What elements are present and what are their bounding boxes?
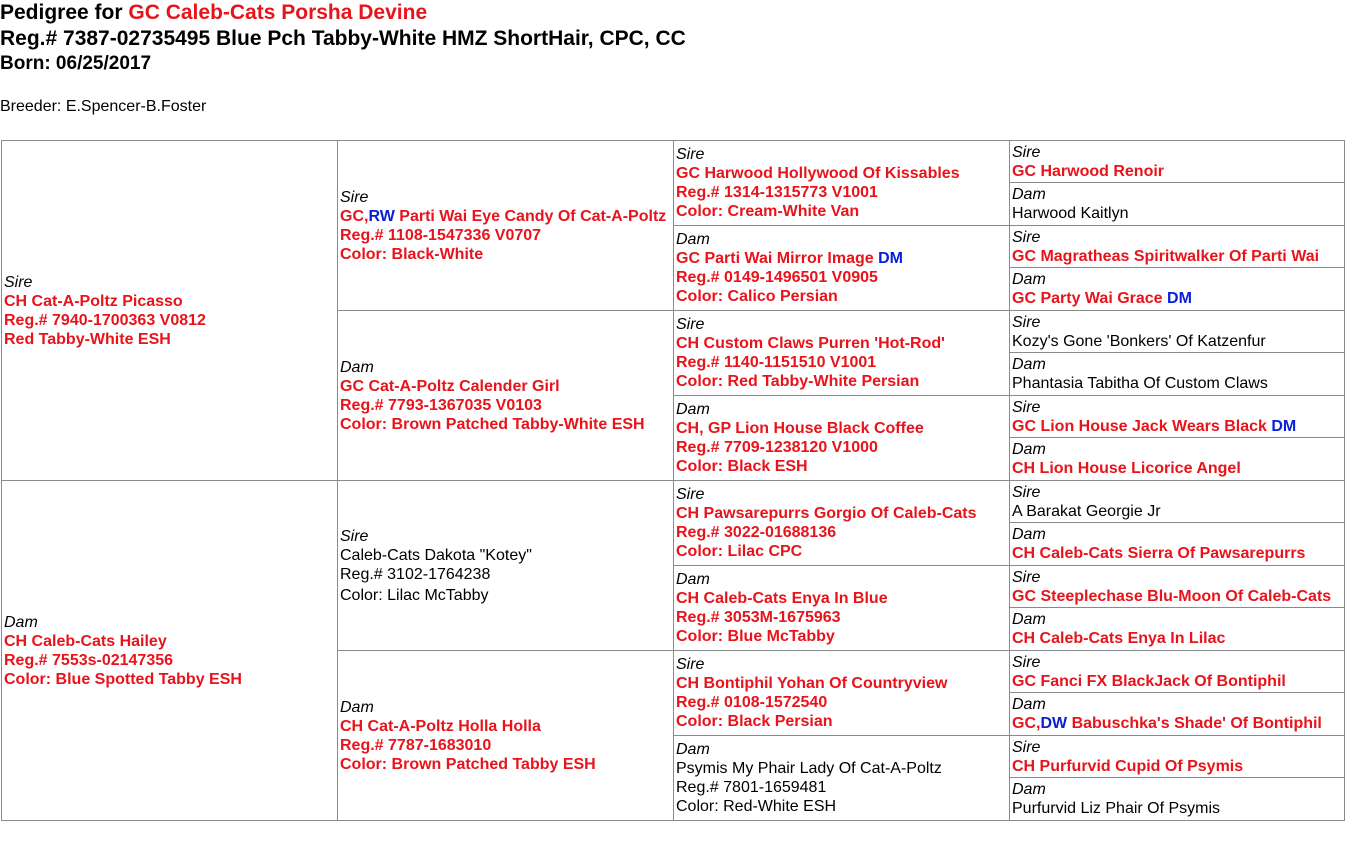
role-label: Sire bbox=[1012, 398, 1041, 416]
pedigree-cell-g4 bbox=[1009, 735, 1345, 778]
pedigree-cell-g4 bbox=[1009, 650, 1345, 693]
role-label: Sire bbox=[1012, 653, 1041, 671]
cat-name: GC Cat-A-Poltz Calender Girl bbox=[340, 377, 560, 395]
role-label: Dam bbox=[1012, 526, 1046, 543]
role-label: Dam bbox=[340, 698, 374, 716]
cat-name: CH Lion House Licorice Angel bbox=[1012, 460, 1241, 477]
title-prefix: Pedigree for bbox=[0, 1, 129, 24]
role-label: Dam bbox=[676, 231, 710, 248]
reg-number: Reg.# 3053M-1675963 bbox=[676, 609, 841, 626]
cat-name: GC Steeplechase Blu-Moon Of Caleb-Cats bbox=[1012, 587, 1332, 605]
pedigree-cell-dam bbox=[1, 480, 338, 821]
reg-number: Reg.# 0108-1572540 bbox=[676, 694, 828, 711]
pedigree-cell-g4 bbox=[1009, 607, 1345, 651]
cat-name: CH Bontiphil Yohan Of Countryview bbox=[676, 675, 948, 692]
pedigree-cell-dam-dam bbox=[337, 650, 674, 821]
role-label: Dam bbox=[1012, 781, 1046, 798]
pedigree-cell-g4 bbox=[1009, 267, 1345, 311]
reg-number: Reg.# 1140-1151510 V1001 bbox=[676, 354, 877, 371]
reg-number: Reg.# 7553s-02147356 bbox=[4, 651, 174, 669]
pedigree-cell-dam-sire bbox=[337, 480, 674, 651]
cat-name: CH Caleb-Cats Enya In Blue bbox=[676, 590, 888, 607]
cat-name: CH Pawsarepurrs Gorgio Of Caleb-Cats bbox=[676, 505, 977, 522]
reg-number: Reg.# 1108-1547336 V0707 bbox=[340, 226, 542, 244]
role-label: Dam bbox=[1012, 271, 1046, 288]
cat-name: Harwood Kaitlyn bbox=[1012, 205, 1129, 222]
born-line: Born: 06/25/2017 bbox=[0, 53, 152, 74]
role-label: Dam bbox=[1012, 186, 1046, 203]
pedigree-cell-g4 bbox=[1009, 480, 1345, 523]
title-prefix: GC, bbox=[340, 207, 369, 225]
cat-name: CH Cat-A-Poltz Holla Holla bbox=[340, 717, 541, 735]
cat-color: Color: Brown Patched Tabby ESH bbox=[340, 755, 596, 773]
cat-color: Color: Blue McTabby bbox=[676, 628, 835, 645]
pedigree-cell-g4 bbox=[1009, 522, 1345, 566]
cat-name: Phantasia Tabitha Of Custom Claws bbox=[1012, 375, 1268, 392]
role-label: Dam bbox=[1012, 356, 1046, 373]
role-label: Sire bbox=[340, 188, 369, 206]
role-label: Sire bbox=[1012, 313, 1041, 331]
cat-name: Caleb-Cats Dakota "Kotey" bbox=[340, 546, 532, 564]
cat-color: Color: Black-White bbox=[340, 245, 484, 263]
pedigree-cell-g3 bbox=[673, 310, 1010, 396]
role-label: Sire bbox=[4, 273, 33, 291]
breeder-line: Breeder: E.Spencer-B.Foster bbox=[0, 98, 207, 115]
reg-number: Reg.# 1314-1315773 V1001 bbox=[676, 184, 878, 201]
pedigree-cell-g3 bbox=[673, 140, 1010, 226]
pedigree-cell-g3 bbox=[673, 565, 1010, 651]
cat-name bbox=[340, 207, 673, 226]
cat-name bbox=[1012, 289, 1344, 308]
award-badge: DM bbox=[1167, 290, 1192, 307]
role-label: Dam bbox=[4, 613, 38, 631]
pedigree-cell-sire bbox=[1, 140, 338, 481]
pedigree-cell-g4 bbox=[1009, 395, 1345, 438]
cat-color: Color: Cream-White Van bbox=[676, 203, 860, 220]
pedigree-cell-g4 bbox=[1009, 565, 1345, 608]
pedigree-cell-g4 bbox=[1009, 437, 1345, 481]
cat-name: GC Fanci FX BlackJack Of Bontiphil bbox=[1012, 672, 1286, 690]
cat-color: Color: Black Persian bbox=[676, 713, 833, 730]
cat-name-text: GC Party Wai Grace bbox=[1012, 290, 1168, 307]
award-badge: DW bbox=[1040, 715, 1068, 732]
cat-name: Purfurvid Liz Phair Of Psymis bbox=[1012, 800, 1221, 817]
cat-color: Color: Black ESH bbox=[676, 458, 808, 475]
role-label: Dam bbox=[1012, 611, 1046, 628]
pedigree-cell-g4 bbox=[1009, 692, 1345, 736]
cat-name bbox=[1012, 417, 1344, 436]
cat-name bbox=[676, 249, 1009, 268]
cat-name bbox=[1012, 714, 1344, 733]
pedigree-cell-g3 bbox=[673, 650, 1010, 736]
cat-name-text: GC Lion House Jack Wears Black bbox=[1012, 417, 1272, 435]
cat-color: Red Tabby-White ESH bbox=[4, 330, 171, 348]
role-label: Sire bbox=[1012, 228, 1041, 246]
cat-name: CH Caleb-Cats Sierra Of Pawsarepurrs bbox=[1012, 545, 1306, 562]
role-label: Sire bbox=[1012, 738, 1041, 756]
cat-name: CH Purfurvid Cupid Of Psymis bbox=[1012, 757, 1244, 775]
cat-name-text: GC Parti Wai Mirror Image bbox=[676, 250, 879, 267]
reg-number: Reg.# 7793-1367035 V0103 bbox=[340, 396, 542, 414]
role-label: Sire bbox=[1012, 568, 1041, 586]
cat-name: Psymis My Phair Lady Of Cat-A-Poltz bbox=[676, 760, 942, 777]
cat-color: Color: Blue Spotted Tabby ESH bbox=[4, 670, 242, 688]
reg-number: Reg.# 0149-1496501 V0905 bbox=[676, 269, 878, 286]
role-label: Dam bbox=[676, 741, 710, 758]
reg-number: Reg.# 7801-1659481 bbox=[676, 779, 827, 796]
award-badge: RW bbox=[368, 207, 395, 225]
role-label: Sire bbox=[1012, 483, 1041, 501]
page-title bbox=[0, 1, 427, 25]
role-label: Sire bbox=[676, 316, 705, 333]
pedigree-cell-g3 bbox=[673, 395, 1010, 481]
role-label: Sire bbox=[1012, 143, 1041, 161]
role-label: Dam bbox=[340, 358, 374, 376]
award-badge: DM bbox=[878, 250, 904, 267]
role-label: Dam bbox=[676, 571, 710, 588]
cat-name: CH, GP Lion House Black Coffee bbox=[676, 420, 924, 437]
cat-name: A Barakat Georgie Jr bbox=[1012, 502, 1161, 520]
cat-name: GC Magratheas Spiritwalker Of Parti Wai bbox=[1012, 247, 1320, 265]
cat-name: GC Harwood Hollywood Of Kissables bbox=[676, 165, 960, 182]
cat-color: Color: Brown Patched Tabby-White ESH bbox=[340, 415, 645, 433]
cat-name: CH Cat-A-Poltz Picasso bbox=[4, 292, 183, 310]
reg-number: Reg.# 7709-1238120 V1000 bbox=[676, 439, 878, 456]
pedigree-cell-g4 bbox=[1009, 182, 1345, 226]
role-label: Dam bbox=[1012, 696, 1046, 713]
cat-color: Color: Lilac McTabby bbox=[340, 586, 489, 604]
role-label: Sire bbox=[676, 486, 705, 503]
cat-color: Color: Red Tabby-White Persian bbox=[676, 373, 920, 390]
reg-number: Reg.# 3102-1764238 bbox=[340, 565, 491, 583]
pedigree-cell-sire-sire bbox=[337, 140, 674, 311]
pedigree-cell-g3 bbox=[673, 735, 1010, 821]
role-label: Sire bbox=[676, 146, 705, 163]
cat-name: GC Harwood Renoir bbox=[1012, 162, 1165, 180]
cat-color: Color: Red-White ESH bbox=[676, 798, 837, 815]
pedigree-cell-g4 bbox=[1009, 777, 1345, 821]
cat-name-text: Parti Wai Eye Candy Of Cat-A-Poltz bbox=[394, 207, 667, 225]
pedigree-cell-g3 bbox=[673, 480, 1010, 566]
reg-number: Reg.# 7787-1683010 bbox=[340, 736, 492, 754]
role-label: Dam bbox=[676, 401, 710, 418]
pedigree-cell-g4 bbox=[1009, 352, 1345, 396]
pedigree-cell-g4 bbox=[1009, 225, 1345, 268]
cat-name: CH Caleb-Cats Enya In Lilac bbox=[1012, 630, 1226, 647]
pedigree-cell-g4 bbox=[1009, 140, 1345, 183]
reg-number: Reg.# 3022-01688136 bbox=[676, 524, 837, 541]
cat-color: Color: Calico Persian bbox=[676, 288, 838, 305]
cat-color: Color: Lilac CPC bbox=[676, 543, 803, 560]
cat-name: Kozy's Gone 'Bonkers' Of Katzenfur bbox=[1012, 332, 1266, 350]
pedigree-cell-sire-dam bbox=[337, 310, 674, 481]
role-label: Sire bbox=[676, 656, 705, 673]
cat-name: CH Custom Claws Purren 'Hot-Rod' bbox=[676, 335, 945, 352]
cat-name-text: Babuschka's Shade' Of Bontiphil bbox=[1071, 715, 1322, 732]
pedigree-cell-g4 bbox=[1009, 310, 1345, 353]
role-label: Dam bbox=[1012, 441, 1046, 458]
pedigree-cell-g3 bbox=[673, 225, 1010, 311]
title-prefix: GC, bbox=[1012, 715, 1041, 732]
registration-line: Reg.# 7387-02735495 Blue Pch Tabby-White HMZ ShortHair, CPC, CC bbox=[0, 27, 686, 50]
cat-name: GC Caleb-Cats Porsha Devine bbox=[128, 1, 428, 24]
reg-number: Reg.# 7940-1700363 V0812 bbox=[4, 311, 206, 329]
cat-name: CH Caleb-Cats Hailey bbox=[4, 632, 167, 650]
role-label: Sire bbox=[340, 527, 369, 545]
award-badge: DM bbox=[1271, 417, 1297, 435]
